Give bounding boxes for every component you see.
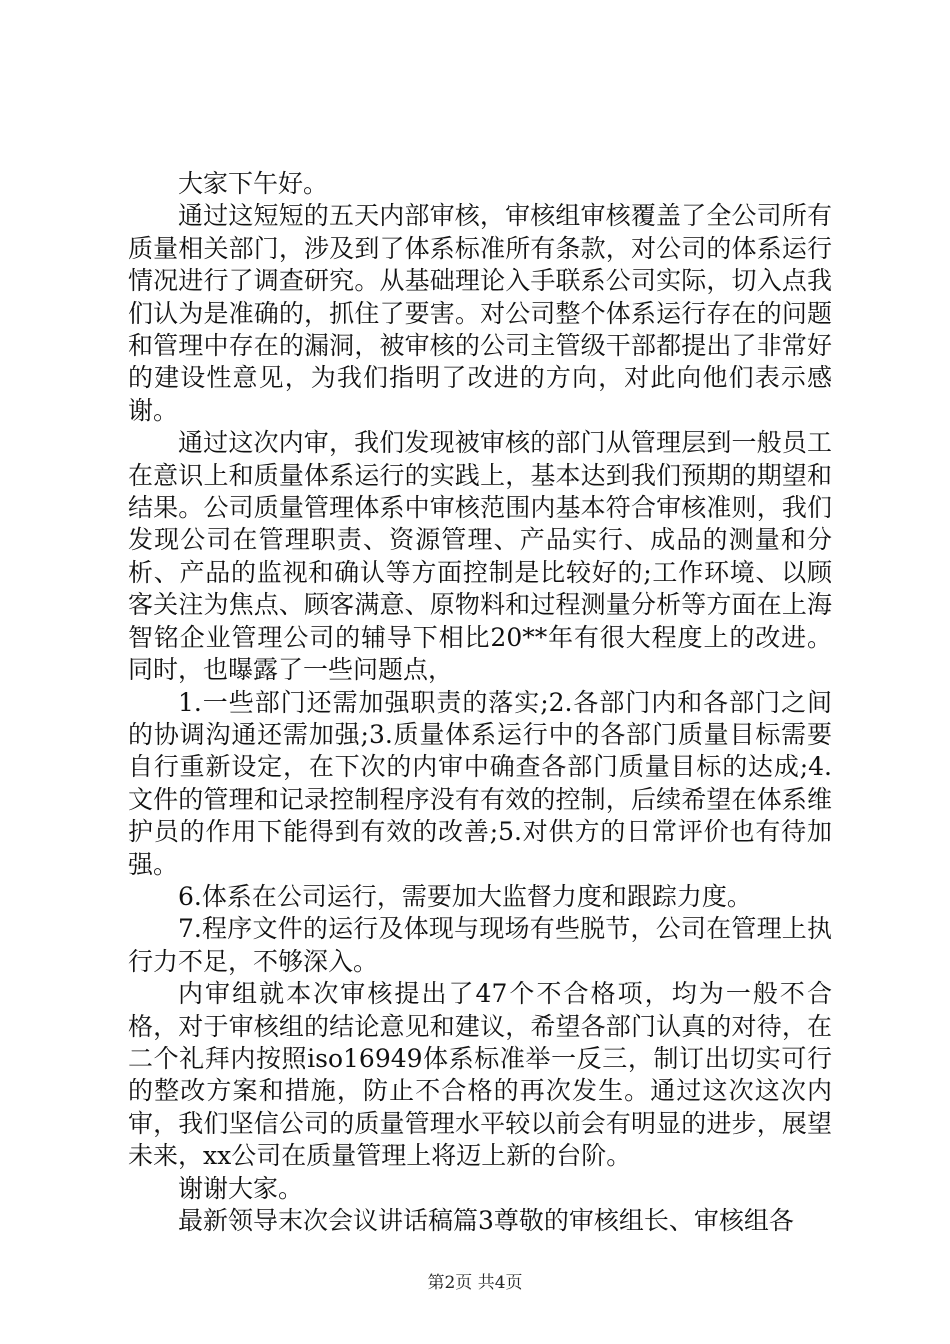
paragraph-nonconformities: 内审组就本次审核提出了47个不合格项，均为一般不合格，对于审核组的结论意见和建议，希望各部门认真的对待，在二个礼拜内按照iso16949体系标准举一反三，制订出切实可行的整改方案和措施，防止不合格的再次发生。通过这次这次内审，我们坚信公司的质量管理水平较以前会有明显的进步，展望未来，xx公司在质量管理上将迈上新的台阶。 [128,979,832,1171]
paragraph-thanks: 谢谢大家。 [178,1173,304,1203]
paragraph-next-section: 最新领导末次会议讲话稿篇3尊敬的审核组长、审核组各 [178,1206,794,1235]
paragraph-audit-findings: 通过这次内审，我们发现被审核的部门从管理层到一般员工在意识上和质量体系运行的实践上，基本达到我们预期的期望和结果。公司质量管理体系中审核范围内基本符合审核准则，我们发现公司在管理职责、资源管理、产品实行、成品的测量和分析、产品的监视和确认等方面控制是比较好的;工作环境、以顾客关注为焦点、顾客满意、原物料和过程测量分析等方面在上海智铭企业管理公司的辅导下相比20**年有很大程度上的改进。同时，也曝露了一些问题点， [128,428,832,685]
paragraph-issue-list: 1.一些部门还需加强职责的落实;2.各部门内和各部门之间的协调沟通还需加强;3.质量体系运行中的各部门质量目标需要自行重新设定，在下次的内审中确查各部门质量目标的达成;4.文件的管理和记录控制程序没有有效的控制，后续希望在体系维护员的作用下能得到有效的改善;5.对供方的日常评价也有待加强。 [128,687,832,879]
document-body [128,168,832,1237]
paragraph-audit-overview: 通过这短短的五天内部审核，审核组审核覆盖了全公司所有质量相关部门，涉及到了体系标准所有条款，对公司的体系运行情况进行了调查研究。从基础理论入手联系公司实际，切入点我们认为是准确的，抓住了要害。对公司整个体系运行存在的问题和管理中存在的漏洞，被审核的公司主管级干部都提出了非常好的建设性意见，为我们指明了改进的方向，对此向他们表示感谢。 [128,201,832,425]
paragraph-greeting: 大家下午好。 [178,169,329,198]
paragraph-issue-7: 7.程序文件的运行及体现与现场有些脱节，公司在管理上执行力不足，不够深入。 [128,914,832,976]
page-number-footer: 第2页 共4页 [427,1273,523,1293]
paragraph-issue-6: 6.体系在公司运行，需要加大监督力度和跟踪力度。 [178,881,752,911]
